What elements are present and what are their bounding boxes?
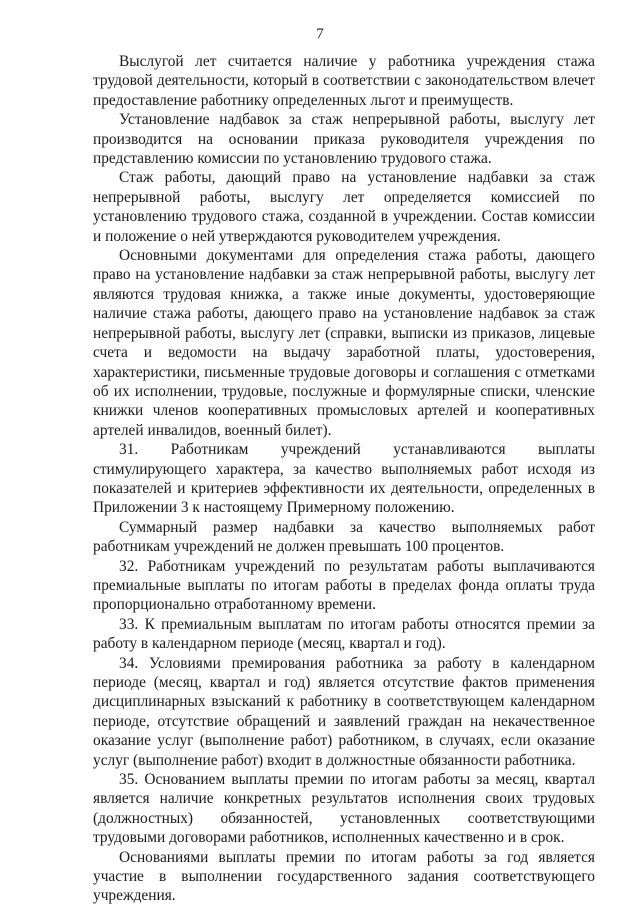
paragraph-quality-allowance-limit: Суммарный размер надбавки за качество выполняемых работ работникам учреждений не должен превышать 100 процентов. bbox=[93, 518, 595, 556]
paragraph-service-commission: Стаж работы, дающий право на установление надбавки за стаж непрерывной работы, выслугу лет определяется комиссией по установлению трудового стажа, созданной в учреждении. Состав комиссии и положение о ней утверждаются руководителем учреждения. bbox=[93, 169, 595, 245]
paragraph-item-34: 34. Условиями премирования работника за работу в календарном периоде (месяц, квартал и год) является отсутствие фактов применения дисциплинарных взысканий к работнику в соответствующем календарном периоде, отсутствие обращений и заявлений граждан на некачественное оказание услуг (выполнение работ) работником, в случаях, если оказание услуг (выполнение работ) входит в должностные обязанности работника. bbox=[93, 654, 595, 769]
document-body bbox=[93, 52, 595, 906]
paragraph-allowance-establishment: Установление надбавок за стаж непрерывной работы, выслугу лет производится на основании приказа руководителя учреждения по представлению комиссии по установлению трудового стажа. bbox=[93, 111, 595, 168]
paragraph-service-documents: Основными документами для определения стажа работы, дающего право на установление надбавки за стаж непрерывной работы, выслугу лет являются трудовая книжка, а также иные документы, удостоверяющие наличие стажа работы, дающего право на установление надбавок за стаж непрерывной работы, выслугу лет (справки, выписки из приказов, лицевые счета и ведомости на выдачу заработной платы, удостоверения, характеристики, письменные трудовые договоры и соглашения с отметками об их исполнении, трудовые, послужные и формулярные списки, членские книжки членов кооперативных промысловых артелей и кооперативных артелей инвалидов, военный билет). bbox=[93, 247, 595, 439]
paragraph-item-35: 35. Основанием выплаты премии по итогам работы за месяц, квартал является наличие конкретных результатов исполнения своих трудовых (должностных) обязанностей, установленных соответствующими трудовыми договорами работников, исполненных качественно и в срок. bbox=[93, 771, 595, 847]
paragraph-length-of-service-definition: Выслугой лет считается наличие у работника учреждения стажа трудовой деятельности, который в соответствии с законодательством влечет предоставление работнику определенных льгот и преимуществ. bbox=[93, 53, 595, 109]
paragraph-item-31: 31. Работникам учреждений устанавливаются выплаты стимулирующего характера, за качество выполняемых работ исходя из показателей и критериев эффективности их деятельности, определенных в Приложении 3 к настоящему Примерному положению. bbox=[93, 441, 595, 517]
paragraph-annual-bonus-basis: Основаниями выплаты премии по итогам работы за год является участие в выполнении государственного задания соответствующего учреждения. bbox=[93, 848, 595, 905]
paragraph-item-33: 33. К премиальным выплатам по итогам работы относятся премии за работу в календарном периоде (месяц, квартал и год). bbox=[93, 615, 595, 653]
page-number: 7 bbox=[316, 26, 324, 42]
paragraph-item-32: 32. Работникам учреждений по результатам работы выплачиваются премиальные выплаты по итогам работы в пределах фонда оплаты труда пропорционально отработанному времени. bbox=[93, 557, 595, 614]
